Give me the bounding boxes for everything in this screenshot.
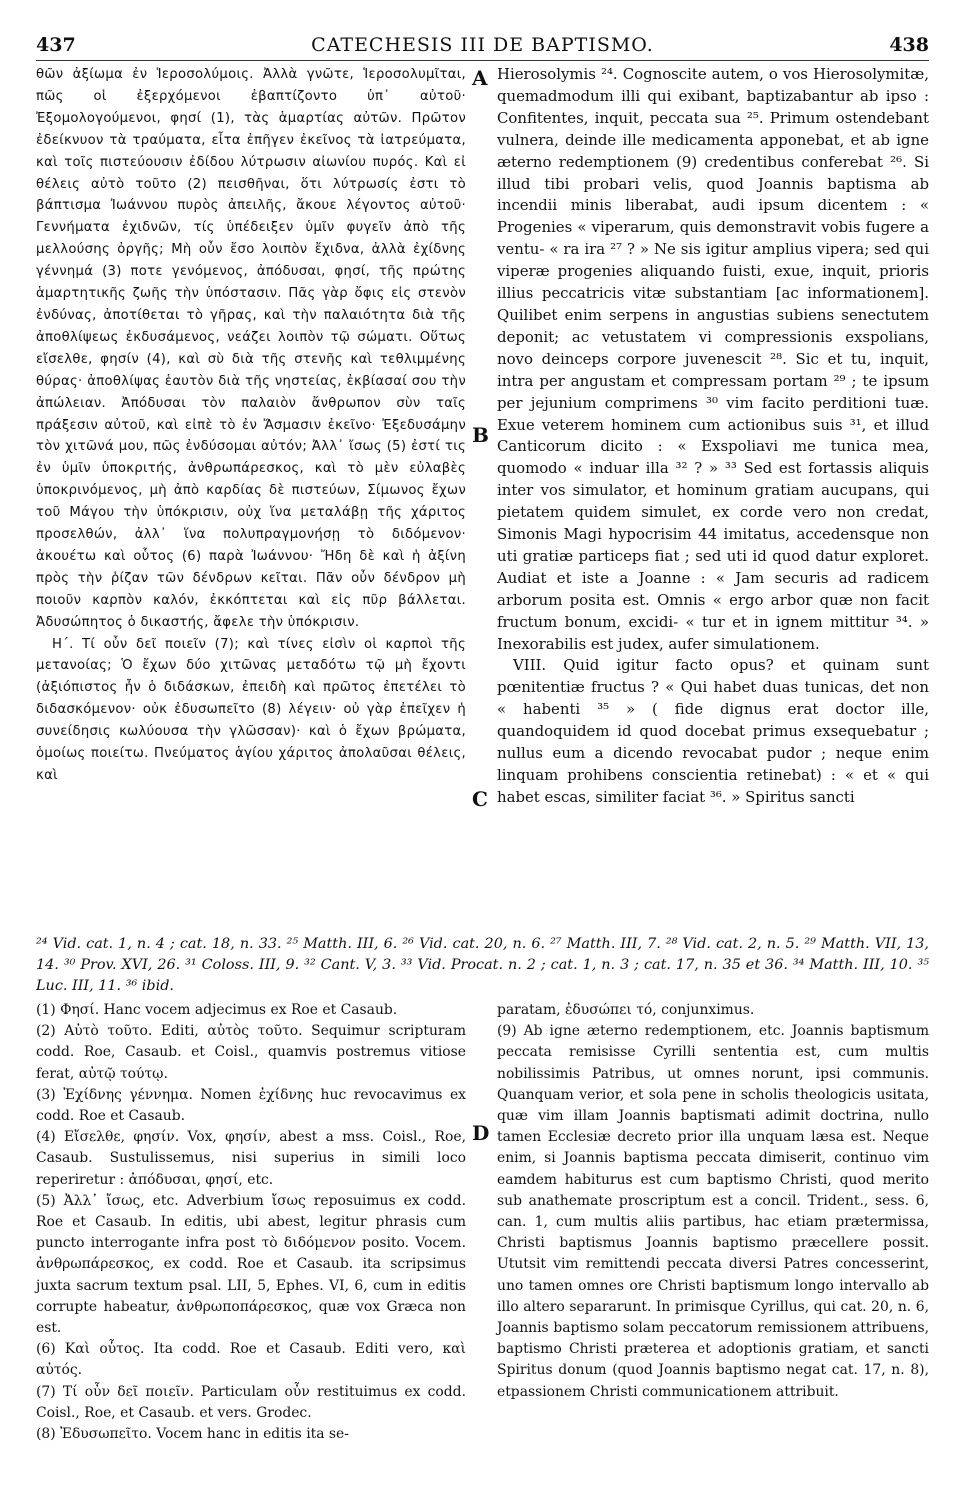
section-marker-d: D	[472, 1121, 490, 1145]
footnote: (3) Ἐχίδνης γέννημα. Nomen ἐχίδνης huc revocavimus ex codd. Roe et Casaub.	[36, 1086, 466, 1125]
footnote: (5) Ἀλλ᾽ ἴσως, etc. Adverbium ἴσως reposuimus ex codd. Roe et Casaub. In editis, ubi abest, legitur phrasis cum puncto interrogante infra post τὸ διδόμενον posito. Vocem. ἀνθρωπάρεσκος, ex codd. Roe et Casaub. ita scripsimus juxta sacrum textum psal. LII, 5, Ephes. VI, 6, cum in editis corrupte habeatur, ἀνθρωποπάρεσκος, quæ vox Græca non est.	[36, 1192, 466, 1337]
footnote: (2) Αὐτὸ τοῦτο. Editi, αὐτὸς τοῦτο. Sequimur scripturam codd. Roe, Casaub. et Coisl., quamvis postremus vitiose ferat, αὐτῷ τούτῳ.	[36, 1023, 466, 1082]
footnote: (1) Φησί. Hanc vocem adjecimus ex Roe et Casaub.	[36, 1002, 398, 1018]
greek-column	[36, 64, 466, 787]
greek-paragraph-1: θῶν ἀξίωμα ἐν Ἱεροσολύμοις. Ἀλλὰ γνῶτε, Ἱεροσολυμῖται, πῶς οἱ ἐξερχόμενοι ἐβαπτίζοντο ὑπ᾽ αὐτοῦ· Ἐξομολογούμενοι, φησί (1), τὰς ἁμαρτίας αὐτῶν. Πρῶτον ἐδείκνυον τὰ τραύματα, εἶτα ἐπῆγεν ἐκεῖνος τὰ ἰατρεύματα, καὶ τοῖς πιστεύουσιν ἐδίδου λύτρωσιν αἰωνίου πυρός. Καὶ εἰ θέλεις αὐτὸ τοῦτο (2) πεισθῆναι, ὅτι λύτρωσίς ἐστι τὸ βάπτισμα Ἰωάννου πυρὸς ἀπειλῆς, ἄκουε λέγοντος αὐτοῦ· Γεννήματα ἐχιδνῶν, τίς ὑπέδειξεν ὑμῖν φυγεῖν ἀπὸ τῆς μελλούσης ὀργῆς; Μὴ οὖν ἔσο λοιπὸν ἔχιδνα, ἀλλὰ ἐχίδνης γέννημά (3) ποτε γενόμενος, ἀπόδυσαι, φησί, τῆς πρώτης ἁμαρτητικῆς ζωῆς τὴν ὑπόστασιν. Πᾶς γὰρ ὄφις εἰς στενὸν ἐνδύνας, ἀποτίθεται τὸ γῆρας, καὶ τὴν παλαιότητα διὰ τῆς ἀποθλίψεως ἐκδυσάμενος, νεάζει λοιπὸν τῷ σώματι. Οὕτως εἴσελθε, φησίν (4), καὶ σὺ διὰ τῆς στενῆς καὶ τεθλιμμένης θύρας· ἀποθλίψας ἑαυτὸν διὰ τῆς νηστείας, ἐκβίασαί σου τὴν ἀπώλειαν. Ἀπόδυσαι τὸν παλαιὸν ἄνθρωπον σὺν ταῖς πράξεσιν αὐτοῦ, καὶ εἰπὲ τὸ ἐν Ἄσμασιν ἐκεῖνο· Ἐξεδυσάμην τὸν χιτῶνά μου, πῶς ἐνδύσομαι αὐτόν; Ἀλλ᾽ ἴσως (5) ἐστί τις ἐν ὑμῖν ὑποκριτής, ἀνθρωπάρεσκος, καὶ τὸ μὲν εὐλαβὲς ὑποκρινόμενος, μὴ ἀπὸ καρδίας δὲ πιστεύων, Σίμωνος ἔχων τοῦ Μάγου τὴν ὑπόκρισιν, οὐχ ἵνα μεταλάβῃ τῆς χάριτος προσελθών, ἀλλ᾽ ἵνα πολυπραγμονήσῃ τὸ διδόμενον· ἀκουέτω καὶ οὗτος (6) παρὰ Ἰωάννου· Ἤδη δὲ καὶ ἡ ἀξίνη πρὸς τὴν ῥίζαν τῶν δένδρων κεῖται. Πᾶν οὖν δένδρον μὴ ποιοῦν καρπὸν καλόν, ἐκκόπτεται καὶ εἰς πῦρ βάλλεται. Ἀδυσώπητος ὁ δικαστής, ἄφελε τὴν ὑπόκρισιν.	[36, 67, 466, 630]
greek-paragraph-2: Η´. Τί οὖν δεῖ ποιεῖν (7); καὶ τίνες εἰσὶν οἱ καρποὶ τῆς μετανοίας; Ὁ ἔχων δύο χιτῶνας μεταδότω τῷ μὴ ἔχοντι (ἀξιόπιστος ἦν ὁ διδάσκων, ἐπειδὴ καὶ πρῶτος ἐπετέλει τὸ διδασκόμενον· οὐκ ἐδυσωπεῖτο (8) λέγειν· οὐ γὰρ ἐπεῖχεν ἡ συνείδησις κωλύουσα τὴν γλῶσσαν)· καὶ ὁ ἔχων βρώματα, ὁμοίως ποιείτω. Πνεύματος ἁγίου χάριτος ἀπολαῦσαι θέλεις, καὶ	[36, 636, 466, 783]
footnote: (6) Καὶ οὗτος. Ita codd. Roe et Casaub. Editi vero, καὶ αὐτός.	[36, 1341, 466, 1379]
latin-paragraph-2: VIII. Quid igitur facto opus? et quinam sunt pœnitentiæ fructus ? « Qui habet duas tunicas, det non « habenti ³⁵ » ( fide dignus erat doctor ille, quandoquidem id quod docebat primus exsequebatur ; nullus eum a dicendo revocabat pudor ; neque enim linquam prohibens conscientia retinebat) : « et « qui habet escas, similiter faciat ³⁶. » Spiritus sancti	[497, 656, 929, 806]
footnote: paratam, ἐδυσώπει τό, conjunximus.	[497, 1002, 755, 1018]
header-rule	[36, 60, 929, 61]
footnote: (8) Ἐδυσωπεῖτο. Vocem hanc in editis ita se-	[36, 1426, 349, 1443]
page-number-right: 438	[889, 34, 929, 56]
page-number-left: 437	[36, 34, 76, 56]
footnotes-left	[36, 1000, 466, 1445]
footnote: (4) Εἴσελθε, φησίν. Vox, φησίν, abest a mss. Coisl., Roe, Casaub. Sustulissemus, nisi superius in simili loco reperiretur : ἀπόδυσαι, φησί, etc.	[36, 1129, 466, 1188]
footnote: (7) Τί οὖν δεῖ ποιεῖν. Particulam οὖν restituimus ex codd. Coisl., Roe, et Casaub. et vers. Grodec.	[36, 1383, 466, 1421]
latin-paragraph-1: Hierosolymis ²⁴. Cognoscite autem, o vos Hierosolymitæ, quemadmodum illi qui exibant, baptizabantur ab ipso : Confitentes, inquit, peccata sua ²⁵. Primum ostendebant vulnera, deinde ille medicamenta apponebat, et ab igne æterno redemptionem (9) credentibus conferebat ²⁶. Si illud tibi probari velis, quod Joannis baptisma ab incendii minis liberabat, audi ipsum dicentem : « Progenies « viperarum, quis demonstravit vobis fugere a ventu- « ra ira ²⁷ ? » Ne sis igitur amplius vipera; sed qui viperæ progenies aliquando fuisti, exue, inquit, prioris illius peccatricis vitæ substantiam [ac informationem]. Quilibet enim serpens in angustias subiens senectutem deponit; ac vetustatem vi compressionis exspolians, novo deinceps corpore juvenescit ²⁸. Sic et tu, inquit, intra per angustam et compressam portam ²⁹ ; te ipsum per jejunium comprimens ³⁰ vim facito perditioni tuæ. Exue veterem hominem cum actionibus suis ³¹, et illud Canticorum dicito : « Exspoliavi me tunica mea, quomodo « induar illa ³² ? » ³³ Sed est fortassis aliquis inter vos simulator, et hominum gratiam aucupans, qui pietatem quidem simulet, ex corde vero non credat, Simonis Magi hypocrisim 44 imitatus, accedensque non uti gratiæ particeps fiat ; sed uti id quod datur exploret. Audiat et iste a Joanne : « Jam securis ad radicem arborum posita est. Omnis « ergo arbor quæ non facit fructum bonum, excidi- « tur et in ignem mittitur ³⁴. » Inexorabilis est judex, aufer simulationem.	[497, 65, 929, 653]
scripture-references: ²⁴ Vid. cat. 1, n. 4 ; cat. 18, n. 33. ²⁵ Matth. III, 6. ²⁶ Vid. cat. 20, n. 6. ²⁷ Matth. III, 7. ²⁸ Vid. cat. 2, n. 5. ²⁹ Matth. VII, 13, 14. ³⁰ Prov. XVI, 26. ³¹ Coloss. III, 9. ³² Cant. V, 3. ³³ Vid. Procat. n. 2 ; cat. 1, n. 3 ; cat. 17, n. 35 et 36. ³⁴ Matth. III, 10. ³⁵ Luc. III, 11. ³⁶ ibid.	[36, 936, 929, 994]
section-marker-b: B	[472, 423, 489, 447]
section-marker-a: A	[472, 66, 488, 90]
page-header	[36, 30, 929, 60]
footnote: (9) Ab igne æterno redemptionem, etc. Joannis baptismum peccata remisisse Cyrilli sententia est, cum multis nobilissimis Patribus, ut omnes norunt, ipsi communis. Quanquam verior, et sola pene in scholis theologicis usitata, quæ vim illam Joannis baptismati adimit doctrina, nullo tamen Ecclesiæ decreto prior illa unquam læsa est. Neque enim, si Joannis baptisma peccata dimiserit, continuo vim eamdem habiturus est cum baptismo Christi, quod merito sub anathemate proscriptum est a concil. Trident., sess. 6, can. 1, cum multis aliis partibus, hac etiam prætermissa, Christi baptismus Joannis baptismo præcellere possit. Ututsit vim remittendi peccata diversi Patres concesserint, uno tamen omnes ore Christi baptismum longo intervallo ab illo altero separarunt. In primisque Cyrillus, qui cat. 20, n. 6, Joannis baptismo solam peccatorum remissionem attribuens, baptismo Christi præterea et adoptionis gratiam, et sancti Spiritus donum (quod Joannis baptismo negat cat. 17, n. 8), etpassionem Christi communicationem attribuit.	[497, 1023, 929, 1400]
latin-column	[497, 64, 929, 809]
section-marker-c: C	[472, 787, 488, 811]
footnotes-right	[497, 1000, 929, 1403]
running-title: CATECHESIS III DE BAPTISMO.	[311, 34, 654, 56]
